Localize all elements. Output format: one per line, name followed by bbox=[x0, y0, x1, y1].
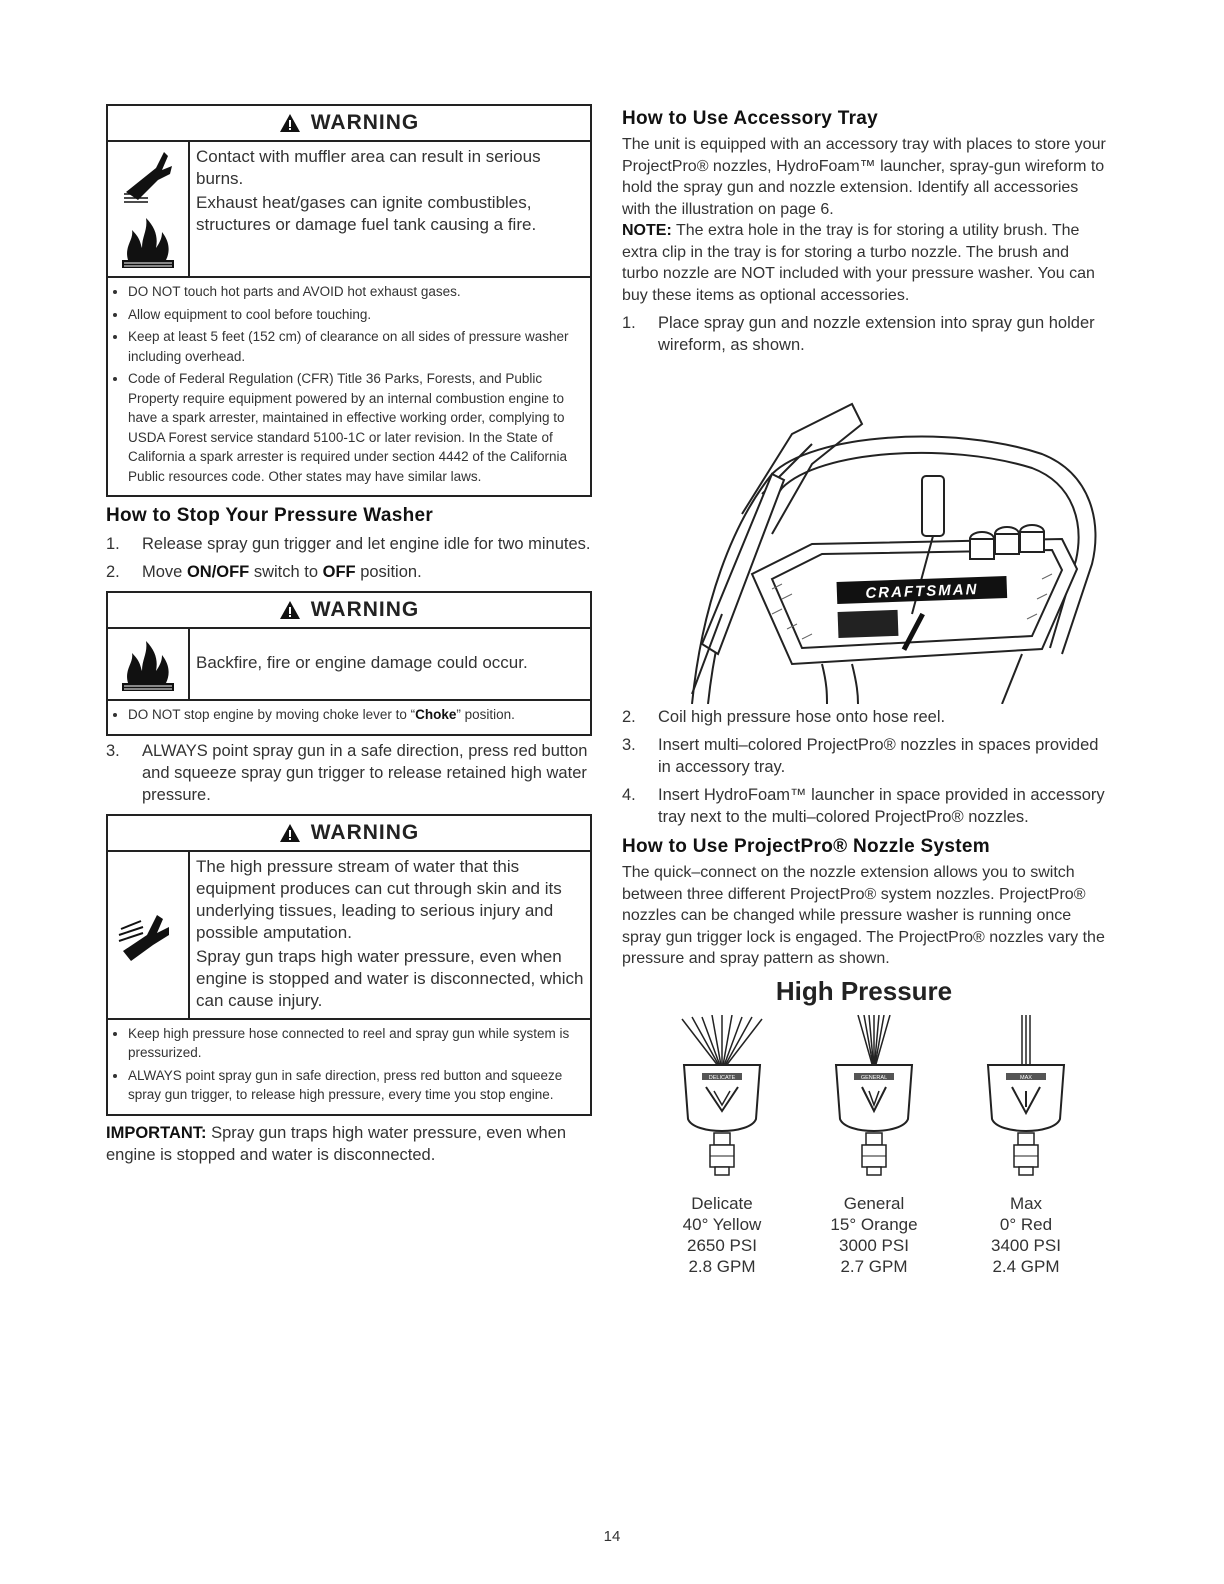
right-column bbox=[622, 104, 1106, 1277]
nozzle-system-paragraph: The quick–connect on the nozzle extension allows you to switch between three different ProjectPro® system nozzles. ProjectPro® nozzles can be changed while pressure washer is running once spray gun trigger lock is engaged. The ProjectPro® nozzles vary the pressure and spray pattern as shown. bbox=[622, 864, 1105, 967]
nozzle-psi: 3400 PSI bbox=[991, 1235, 1061, 1255]
warning-triangle-icon bbox=[279, 113, 301, 133]
nozzle-name: Max bbox=[1009, 1193, 1043, 1213]
warning-header bbox=[108, 816, 590, 852]
warning-bullet: • DO NOT touch hot parts and AVOID hot exhaust gases. bbox=[128, 282, 582, 302]
warning-body bbox=[108, 629, 590, 701]
fire-icon bbox=[118, 212, 178, 270]
warning-label: WARNING bbox=[310, 598, 420, 621]
step-number: 4. bbox=[622, 786, 636, 804]
warning-bullets bbox=[108, 278, 590, 495]
tray-steps-1 bbox=[622, 312, 1106, 356]
nozzle-tag: GENERAL bbox=[860, 1074, 888, 1081]
warning-line: Contact with muffler area can result in serious burns. bbox=[196, 147, 541, 188]
step-item bbox=[622, 734, 1106, 778]
warning-header bbox=[108, 593, 590, 629]
warning-line: Backfire, fire or engine damage could occur. bbox=[196, 653, 528, 672]
note-label: NOTE: bbox=[622, 222, 672, 239]
step-text: ALWAYS point spray gun in a safe direction, press red button and squeeze spray gun trigger to release retained high water pressure. bbox=[142, 741, 588, 804]
nozzle-psi: 3000 PSI bbox=[839, 1235, 909, 1255]
step-item bbox=[106, 533, 592, 555]
warning-bullet bbox=[128, 705, 582, 725]
general-nozzle-icon bbox=[824, 1015, 924, 1193]
step-item bbox=[106, 561, 592, 583]
warning-line: Spray gun traps high water pressure, even when engine is stopped and water is disconnected, which can cause injury. bbox=[196, 946, 584, 1010]
warning-bullets bbox=[108, 1020, 590, 1114]
accessory-tray-illustration bbox=[622, 364, 1102, 704]
high-pressure-title: High Pressure bbox=[775, 975, 953, 1006]
max-nozzle-icon bbox=[976, 1015, 1076, 1193]
bullet-text-part: DO NOT stop engine by moving choke lever to “ bbox=[128, 707, 416, 722]
bullet-text-part: ” position. bbox=[456, 707, 515, 722]
step-number: 3. bbox=[106, 741, 120, 760]
warning-label: WARNING bbox=[310, 111, 420, 134]
warning-triangle-icon bbox=[279, 823, 301, 843]
nozzle-psi: 2650 PSI bbox=[687, 1235, 757, 1255]
nozzle-color: 0° Red bbox=[999, 1214, 1053, 1234]
delicate-nozzle-icon bbox=[672, 1015, 772, 1193]
tray-steps-2 bbox=[622, 706, 1106, 828]
warning-text bbox=[190, 852, 590, 1018]
step-text: Place spray gun and nozzle extension into spray gun holder wireform, as shown. bbox=[658, 314, 1095, 354]
step-text: Coil high pressure hose onto hose reel. bbox=[658, 708, 946, 726]
stop-heading: How to Stop Your Pressure Washer bbox=[106, 505, 434, 526]
warning-bullet: • ALWAYS point spray gun in safe direction, press red button and squeeze spray gun trigger, to release high pressure, every time you stop engine. bbox=[128, 1066, 582, 1105]
nozzle-system-heading: How to Use ProjectPro® Nozzle System bbox=[622, 836, 990, 857]
important-note bbox=[106, 1122, 592, 1166]
step-item bbox=[622, 706, 1106, 728]
step-number: 1. bbox=[106, 535, 120, 553]
warning-text bbox=[190, 629, 534, 699]
step-text: Insert HydroFoam™ launcher in space provided in accessory tray next to the multi–colored ProjectPro® nozzles. bbox=[658, 786, 1105, 826]
warning-bullet: • Keep at least 5 feet (152 cm) of clearance on all sides of pressure washer including overhead. bbox=[128, 327, 582, 366]
warning-box-burns bbox=[106, 104, 592, 497]
warning-header bbox=[108, 106, 590, 142]
warning-box-backfire bbox=[106, 591, 592, 736]
tray-note bbox=[622, 220, 1106, 306]
brand-label: CRAFTSMAN bbox=[865, 581, 979, 602]
step-number: 2. bbox=[106, 563, 120, 581]
warning-icons bbox=[108, 852, 190, 1018]
warning-body bbox=[108, 142, 590, 278]
warning-line: Exhaust heat/gases can ignite combustibles, structures or damage fuel tank causing a fire. bbox=[196, 193, 537, 234]
nozzle-gpm: 2.8 GPM bbox=[688, 1256, 756, 1276]
injection-hazard-hand-icon bbox=[117, 905, 179, 965]
nozzle-name: Delicate bbox=[691, 1193, 753, 1213]
warning-line: The high pressure stream of water that this equipment produces can cut through skin and its underlying tissues, leading to serious injury and possible amputation. bbox=[196, 856, 562, 942]
warning-label: WARNING bbox=[310, 820, 420, 844]
tray-heading: How to Use Accessory Tray bbox=[622, 108, 879, 129]
warning-icons bbox=[108, 629, 190, 699]
stop-steps bbox=[106, 533, 592, 583]
nozzle-name: General bbox=[843, 1193, 905, 1213]
important-label: IMPORTANT: bbox=[106, 1123, 207, 1142]
step-text: Release spray gun trigger and let engine idle for two minutes. bbox=[142, 535, 591, 553]
choke-keyword: Choke bbox=[415, 707, 457, 722]
warning-text bbox=[190, 142, 590, 276]
page-number: 14 bbox=[603, 1528, 621, 1545]
warning-icons bbox=[108, 142, 190, 276]
nozzle-list bbox=[622, 1015, 1106, 1277]
hot-surface-hand-icon bbox=[118, 148, 178, 206]
warning-bullet: • Allow equipment to cool before touching. bbox=[128, 305, 582, 325]
nozzle-general bbox=[814, 1015, 934, 1277]
nozzle-gpm: 2.7 GPM bbox=[840, 1256, 908, 1276]
step-number: 3. bbox=[622, 736, 636, 754]
nozzle-color: 15° Orange bbox=[830, 1214, 918, 1234]
step-number: 2. bbox=[622, 708, 636, 726]
step-text-part: position. bbox=[355, 563, 422, 581]
warning-bullets bbox=[108, 701, 590, 734]
nozzle-gpm: 2.4 GPM bbox=[992, 1256, 1060, 1276]
nozzle-tag: MAX bbox=[1020, 1074, 1032, 1081]
nozzle-max bbox=[966, 1015, 1086, 1277]
nozzle-delicate bbox=[662, 1015, 782, 1277]
step-item bbox=[622, 784, 1106, 828]
stop-step-3 bbox=[106, 740, 592, 806]
note-text: The extra hole in the tray is for storing a utility brush. The extra clip in the tray is for storing a turbo nozzle. The brush and turbo nozzle are NOT included with your pressure washer. You can buy these items as optional accessories. bbox=[622, 222, 1095, 304]
warning-box-high-pressure bbox=[106, 814, 592, 1116]
step-number: 1. bbox=[622, 314, 636, 332]
nozzle-tag: DELICATE bbox=[708, 1074, 736, 1081]
warning-bullet: • Code of Federal Regulation (CFR) Title 36 Parks, Forests, and Public Property require equipment powered by an internal combustion engine to have a spark arrester, maintained in effective working order, complying to USDA Forest service standard 5100-1C or later revision. In the State of California a spark arrester is required under section 4442 of the California Public resources code. Other states may have similar laws. bbox=[128, 369, 582, 486]
step-text-part: switch to bbox=[249, 563, 323, 581]
warning-bullet: • Keep high pressure hose connected to reel and spray gun while system is pressurized. bbox=[128, 1024, 582, 1063]
step-item bbox=[106, 740, 592, 806]
tray-paragraph: The unit is equipped with an accessory tray with places to store your ProjectPro® nozzles, HydroFoam™ launcher, spray-gun wireform to hold the spray gun and nozzle extension. Identify all accessories with the illustration on page 6. bbox=[622, 136, 1106, 218]
fire-icon bbox=[118, 635, 178, 693]
on-off-keyword: ON/OFF bbox=[186, 563, 250, 581]
important-text: Spray gun traps high water pressure, even when engine is stopped and water is disconnected. bbox=[106, 1123, 567, 1164]
step-text: Insert multi–colored ProjectPro® nozzles in spaces provided in accessory tray. bbox=[658, 736, 1099, 776]
nozzle-color: 40° Yellow bbox=[682, 1214, 762, 1234]
step-item bbox=[622, 312, 1106, 356]
step-text-part: Move bbox=[142, 563, 187, 581]
off-keyword: OFF bbox=[322, 563, 356, 581]
warning-body bbox=[108, 852, 590, 1020]
step-text bbox=[142, 561, 422, 583]
left-column bbox=[106, 104, 592, 1166]
warning-triangle-icon bbox=[279, 600, 301, 620]
